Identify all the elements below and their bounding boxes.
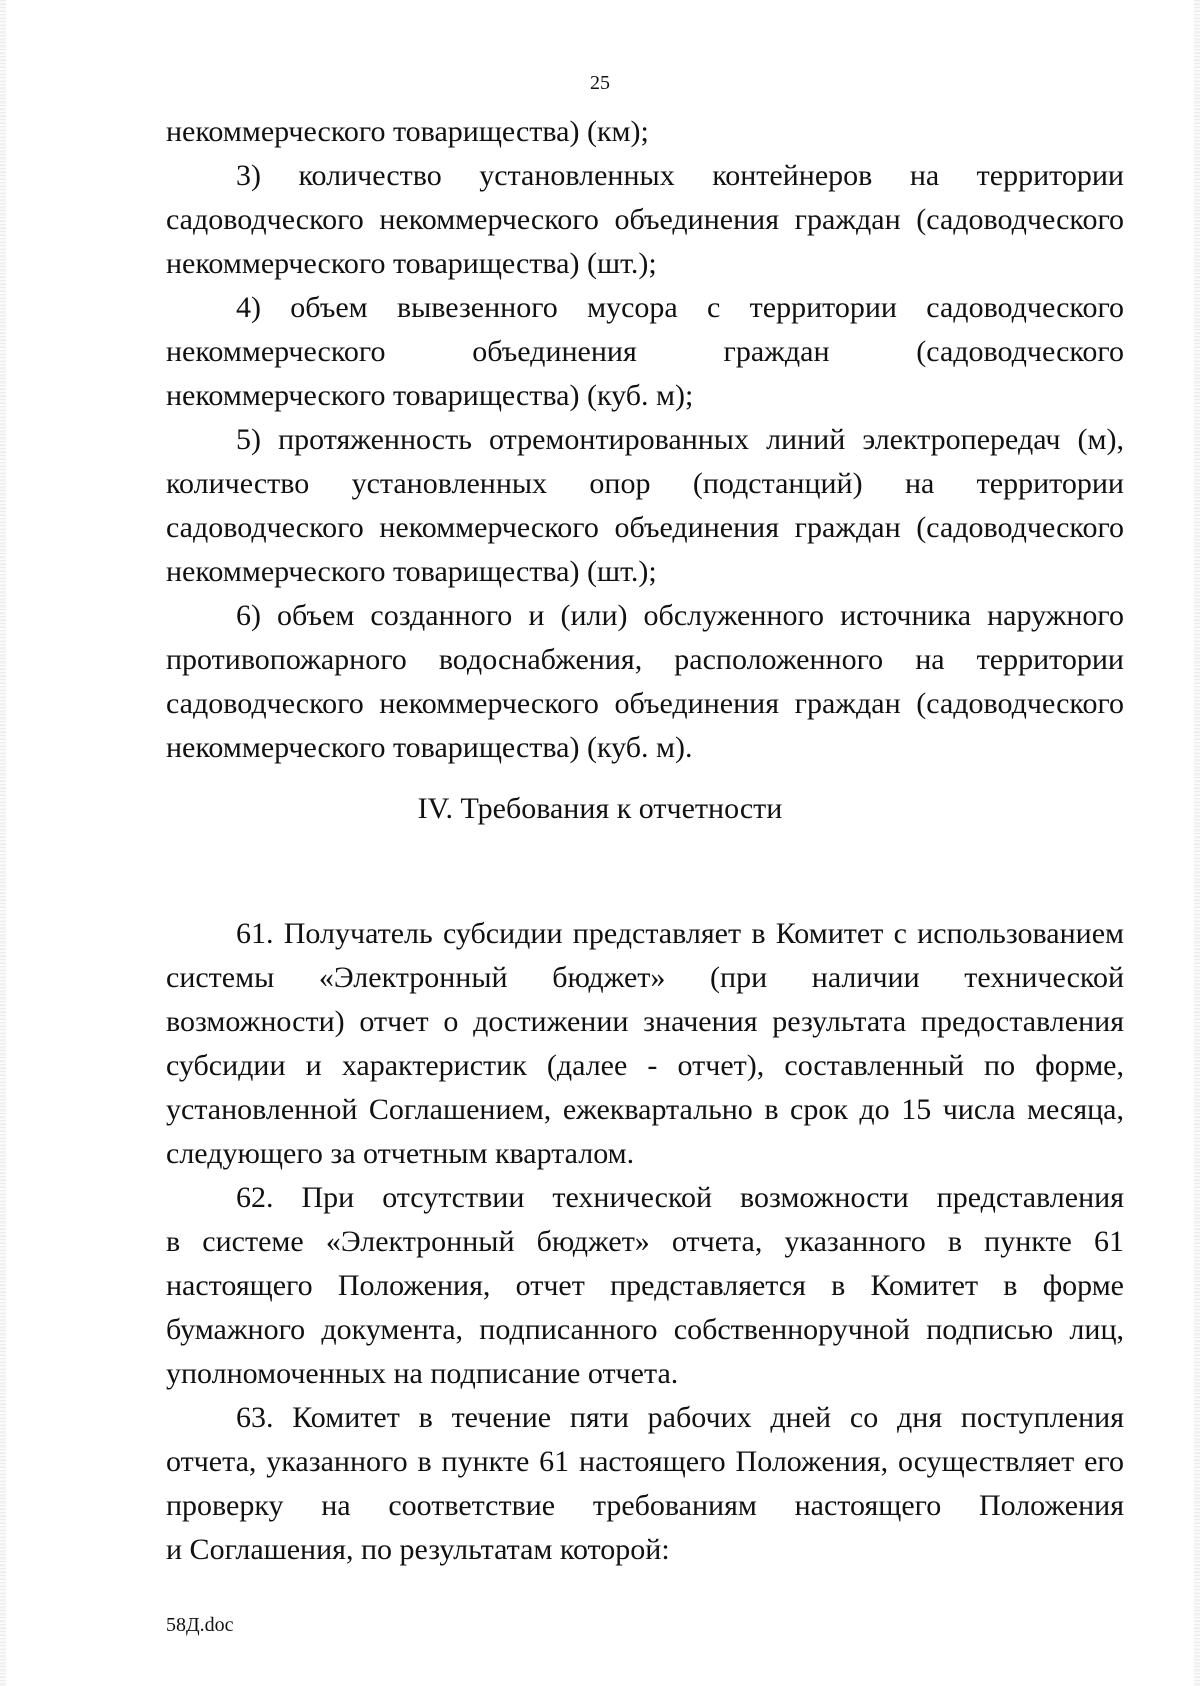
list-item-5 bbox=[166, 418, 1124, 594]
text-line: системы «Электронный бюджет» (при наличии технической bbox=[166, 961, 1124, 994]
text-line: в системе «Электронный бюджет» отчета, указанного в пункте 61 bbox=[166, 1225, 1124, 1258]
text-line: проверку на соответствие требованиям настоящего Положения bbox=[166, 1489, 1124, 1522]
text-line: отчета, указанного в пункте 61 настоящего Положения, осуществляет его bbox=[166, 1445, 1124, 1478]
list-item-3 bbox=[166, 154, 1124, 286]
paragraph-61 bbox=[166, 912, 1124, 1176]
text-line: и Соглашения, по результатам которой: bbox=[166, 1533, 670, 1566]
text-line: уполномоченных на подписание отчета. bbox=[166, 1357, 679, 1390]
text-block-items bbox=[166, 110, 1124, 770]
text-line: садоводческого некоммерческого объединения граждан (садоводческого bbox=[166, 203, 1124, 236]
text-line: некоммерческого товарищества) (шт.); bbox=[166, 247, 657, 280]
footer-filename: 58Д.doc bbox=[166, 1614, 234, 1636]
text-line: установленной Соглашением, ежеквартально в срок до 15 числа месяца, bbox=[166, 1093, 1124, 1126]
text-line: 5) протяженность отремонтированных линий электропередач (м), bbox=[236, 423, 1124, 456]
list-item-6 bbox=[166, 594, 1124, 770]
text-line: садоводческого некоммерческого объединения граждан (садоводческого bbox=[166, 687, 1124, 720]
text-line: противопожарного водоснабжения, расположенного на территории bbox=[166, 643, 1124, 676]
scan-edge-right bbox=[1194, 0, 1200, 1686]
text-block-reporting bbox=[166, 912, 1124, 1572]
text-line: некоммерческого товарищества) (шт.); bbox=[166, 555, 657, 588]
list-item-4 bbox=[166, 286, 1124, 418]
text-line: субсидии и характеристик (далее - отчет), составленный по форме, bbox=[166, 1049, 1124, 1082]
text-line: 62. При отсутствии технической возможности представления bbox=[236, 1181, 1124, 1214]
text-line: некоммерческого товарищества) (км); bbox=[166, 115, 649, 148]
text-line: некоммерческого товарищества) (куб. м). bbox=[166, 731, 693, 764]
text-line: садоводческого некоммерческого объединения граждан (садоводческого bbox=[166, 511, 1124, 544]
text-line: 63. Комитет в течение пяти рабочих дней со дня поступления bbox=[236, 1401, 1124, 1434]
text-line: бумажного документа, подписанного собственноручной подписью лиц, bbox=[166, 1313, 1124, 1346]
text-line: возможности) отчет о достижении значения результата предоставления bbox=[166, 1005, 1124, 1038]
text-line: следующего за отчетным кварталом. bbox=[166, 1137, 635, 1170]
text-line: 61. Получатель субсидии представляет в Комитет с использованием bbox=[236, 917, 1124, 950]
text-line: настоящего Положения, отчет представляется в Комитет в форме bbox=[166, 1269, 1124, 1302]
page-number: 25 bbox=[590, 72, 610, 94]
text-line: 3) количество установленных контейнеров на территории bbox=[236, 159, 1124, 192]
paragraph-63 bbox=[166, 1396, 1124, 1572]
text-line: некоммерческого объединения граждан (садоводческого bbox=[166, 335, 1124, 368]
text-line: некоммерческого товарищества) (куб. м); bbox=[166, 379, 694, 412]
text-line: 4) объем вывезенного мусора с территории садоводческого bbox=[236, 291, 1124, 324]
section-heading: IV. Требования к отчетности bbox=[417, 792, 783, 825]
text-line: 6) объем созданного и (или) обслуженного источника наружного bbox=[236, 599, 1124, 632]
paragraph-62 bbox=[166, 1176, 1124, 1396]
scan-edge-left bbox=[0, 0, 6, 1686]
text-line: количество установленных опор (подстанций) на территории bbox=[166, 467, 1124, 500]
